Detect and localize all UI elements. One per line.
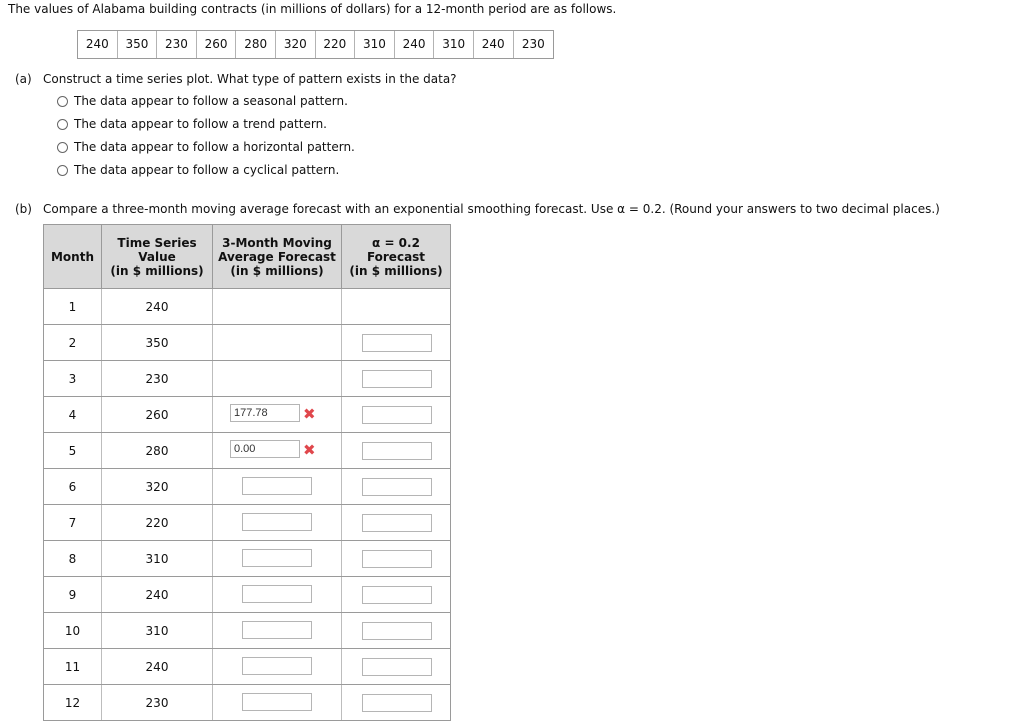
moving-average-cell bbox=[213, 397, 342, 433]
radio-button[interactable] bbox=[57, 165, 68, 176]
exp-smoothing-input[interactable] bbox=[362, 622, 432, 640]
exp-smoothing-input[interactable] bbox=[362, 550, 432, 568]
moving-average-input[interactable]: 0.00 bbox=[230, 440, 300, 458]
month-cell: 9 bbox=[44, 577, 102, 613]
exp-smoothing-cell bbox=[342, 361, 451, 397]
option-label: The data appear to follow a horizontal pattern. bbox=[74, 140, 355, 154]
value-cell: 230 bbox=[102, 685, 213, 721]
table-row bbox=[44, 685, 451, 721]
part-b-label: (b) bbox=[15, 202, 32, 216]
value-cell: 310 bbox=[102, 613, 213, 649]
table-row bbox=[44, 325, 451, 361]
moving-average-cell bbox=[213, 541, 342, 577]
value-cell: 280 bbox=[102, 433, 213, 469]
moving-average-cell bbox=[213, 433, 342, 469]
exp-smoothing-cell bbox=[342, 397, 451, 433]
value-cell: 240 bbox=[395, 31, 435, 58]
exp-smoothing-input[interactable] bbox=[362, 406, 432, 424]
moving-average-cell bbox=[213, 325, 342, 361]
moving-average-cell bbox=[213, 685, 342, 721]
table-row bbox=[44, 577, 451, 613]
part-a-question: Construct a time series plot. What type of pattern exists in the data? bbox=[43, 72, 457, 86]
part-a-label: (a) bbox=[15, 72, 32, 86]
month-cell: 2 bbox=[44, 325, 102, 361]
radio-button[interactable] bbox=[57, 142, 68, 153]
exp-smoothing-input[interactable] bbox=[362, 370, 432, 388]
moving-average-cell bbox=[213, 577, 342, 613]
month-cell: 12 bbox=[44, 685, 102, 721]
moving-average-cell bbox=[213, 613, 342, 649]
value-cell: 230 bbox=[157, 31, 197, 58]
month-cell: 11 bbox=[44, 649, 102, 685]
value-cell: 230 bbox=[521, 37, 545, 51]
header-time-series: Time Series Value (in $ millions) bbox=[102, 225, 213, 289]
moving-average-cell bbox=[213, 505, 342, 541]
value-cell: 230 bbox=[102, 361, 213, 397]
moving-average-cell bbox=[213, 361, 342, 397]
month-cell: 6 bbox=[44, 469, 102, 505]
table-row bbox=[44, 505, 451, 541]
moving-average-input[interactable] bbox=[242, 693, 312, 711]
header-moving-average: 3-Month Moving Average Forecast (in $ millions) bbox=[213, 225, 342, 289]
table-header-row bbox=[44, 225, 451, 289]
exp-smoothing-cell bbox=[342, 469, 451, 505]
forecast-table bbox=[43, 224, 451, 721]
value-cell: 240 bbox=[474, 31, 514, 58]
moving-average-input[interactable] bbox=[242, 621, 312, 639]
moving-average-input[interactable] bbox=[242, 657, 312, 675]
value-cell: 220 bbox=[102, 505, 213, 541]
option-label: The data appear to follow a cyclical pattern. bbox=[74, 163, 340, 177]
table-row bbox=[44, 649, 451, 685]
moving-average-input[interactable] bbox=[242, 585, 312, 603]
incorrect-icon: ✖ bbox=[303, 405, 316, 423]
value-cell: 260 bbox=[102, 397, 213, 433]
value-cell: 240 bbox=[78, 31, 118, 58]
radio-button[interactable] bbox=[57, 96, 68, 107]
value-cell: 350 bbox=[102, 325, 213, 361]
value-cell: 240 bbox=[102, 289, 213, 325]
table-row bbox=[44, 361, 451, 397]
value-cell: 310 bbox=[355, 31, 395, 58]
value-cell: 260 bbox=[197, 31, 237, 58]
exp-smoothing-cell bbox=[342, 505, 451, 541]
table-row bbox=[44, 541, 451, 577]
exp-smoothing-cell bbox=[342, 685, 451, 721]
month-cell: 10 bbox=[44, 613, 102, 649]
exp-smoothing-cell bbox=[342, 577, 451, 613]
exp-smoothing-input[interactable] bbox=[362, 334, 432, 352]
moving-average-cell bbox=[213, 649, 342, 685]
month-cell: 3 bbox=[44, 361, 102, 397]
pattern-option[interactable] bbox=[57, 93, 348, 109]
value-cell: 220 bbox=[316, 31, 356, 58]
moving-average-input[interactable] bbox=[242, 549, 312, 567]
table-row bbox=[44, 613, 451, 649]
exp-smoothing-input[interactable] bbox=[362, 442, 432, 460]
moving-average-cell bbox=[213, 289, 342, 325]
value-cell: 320 bbox=[276, 31, 316, 58]
moving-average-input[interactable] bbox=[242, 513, 312, 531]
value-cell: 350 bbox=[118, 31, 158, 58]
table-row bbox=[44, 433, 451, 469]
exp-smoothing-input[interactable] bbox=[362, 514, 432, 532]
pattern-option[interactable] bbox=[57, 162, 339, 178]
option-label: The data appear to follow a seasonal pattern. bbox=[74, 94, 348, 108]
exp-smoothing-cell bbox=[342, 541, 451, 577]
table-row bbox=[44, 397, 451, 433]
moving-average-input[interactable] bbox=[242, 477, 312, 495]
exp-smoothing-cell bbox=[342, 289, 451, 325]
value-cell: 240 bbox=[102, 577, 213, 613]
pattern-option[interactable] bbox=[57, 139, 355, 155]
radio-button[interactable] bbox=[57, 119, 68, 130]
value-cell: 280 bbox=[236, 31, 276, 58]
moving-average-input[interactable]: 177.78 bbox=[230, 404, 300, 422]
header-exp-smoothing: α = 0.2 Forecast (in $ millions) bbox=[342, 225, 451, 289]
table-row bbox=[44, 289, 451, 325]
month-cell: 5 bbox=[44, 433, 102, 469]
exp-smoothing-cell bbox=[342, 613, 451, 649]
exp-smoothing-input[interactable] bbox=[362, 478, 432, 496]
option-label: The data appear to follow a trend pattern. bbox=[74, 117, 327, 131]
value-cell: 310 bbox=[102, 541, 213, 577]
exp-smoothing-input[interactable] bbox=[362, 694, 432, 712]
pattern-option[interactable] bbox=[57, 116, 327, 132]
incorrect-icon: ✖ bbox=[303, 441, 316, 459]
values-strip bbox=[77, 30, 554, 59]
exp-smoothing-input[interactable] bbox=[362, 658, 432, 676]
month-cell: 1 bbox=[44, 289, 102, 325]
problem-intro: The values of Alabama building contracts (in millions of dollars) for a 12-month period are as follows. bbox=[8, 2, 617, 16]
month-cell: 4 bbox=[44, 397, 102, 433]
header-month: Month bbox=[44, 225, 102, 289]
exp-smoothing-cell bbox=[342, 325, 451, 361]
moving-average-cell bbox=[213, 469, 342, 505]
value-cell: 240 bbox=[102, 649, 213, 685]
value-cell: 310 bbox=[434, 31, 474, 58]
exp-smoothing-input[interactable] bbox=[362, 586, 432, 604]
part-b-question: Compare a three-month moving average forecast with an exponential smoothing forecast. Use α = 0.2. (Round your answers to two decimal places.) bbox=[43, 202, 940, 216]
month-cell: 7 bbox=[44, 505, 102, 541]
exp-smoothing-cell bbox=[342, 433, 451, 469]
table-row bbox=[44, 469, 451, 505]
month-cell: 8 bbox=[44, 541, 102, 577]
exp-smoothing-cell bbox=[342, 649, 451, 685]
value-cell: 320 bbox=[102, 469, 213, 505]
